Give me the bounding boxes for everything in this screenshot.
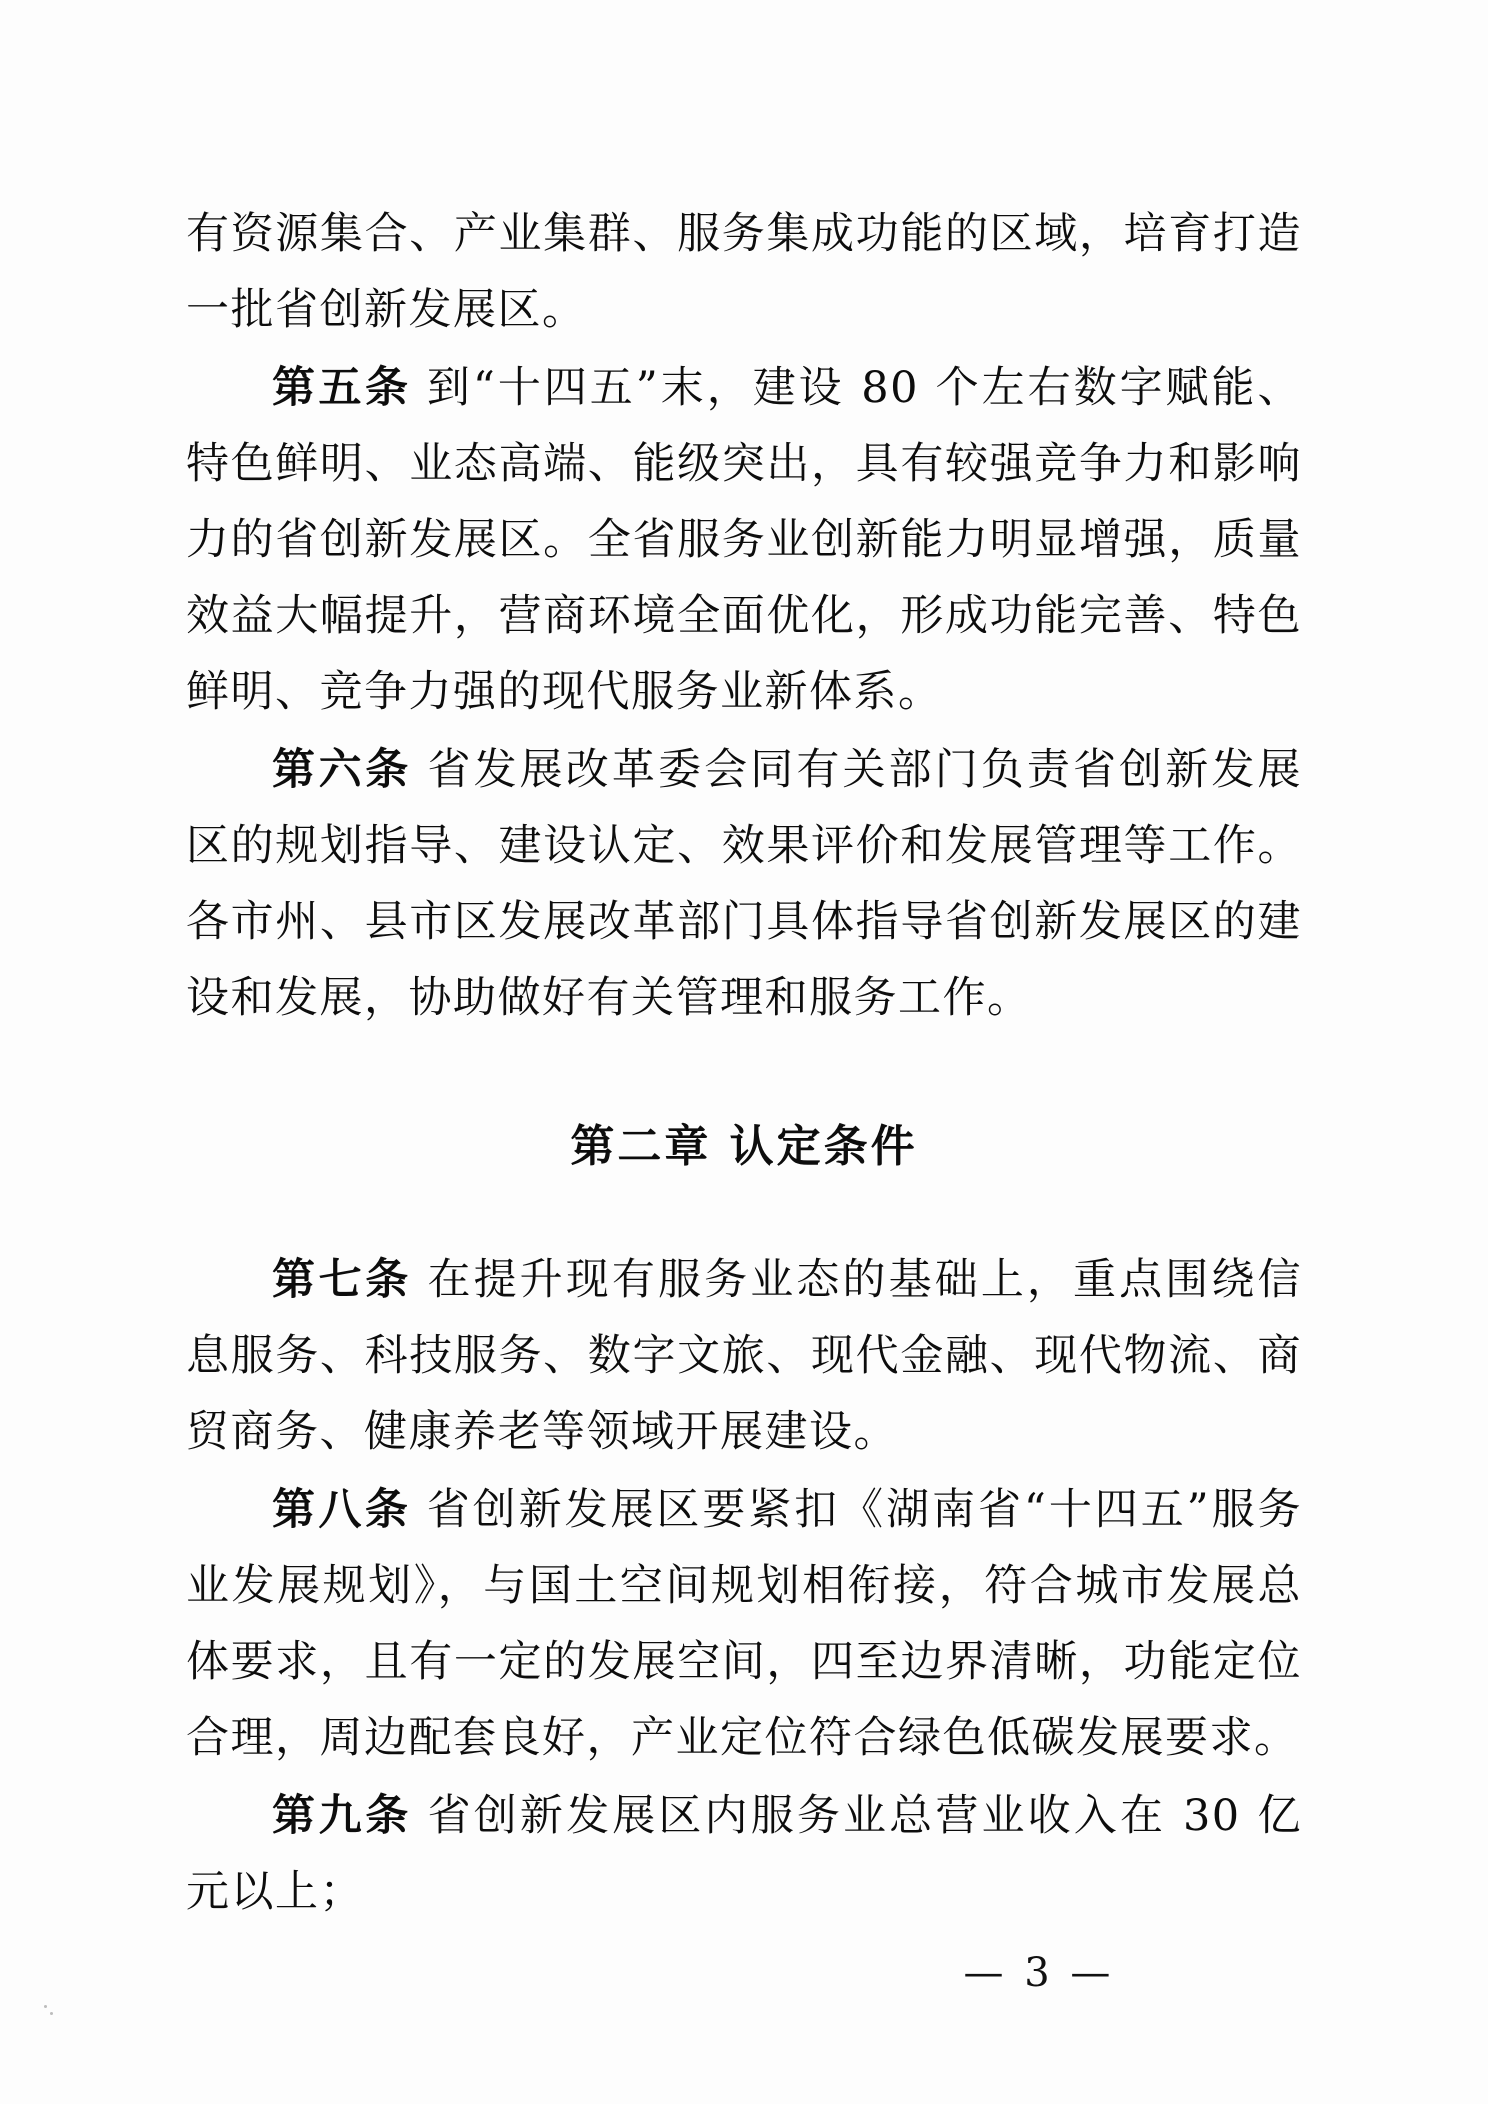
- article-9-label: 第九条: [272, 1791, 412, 1841]
- article-8-label: 第八条: [272, 1485, 412, 1535]
- article-6-paragraph: [186, 732, 1302, 1036]
- paragraph-text: 有资源集合、产业集群、服务集成功能的区域，培育打造一批省创新发展区。: [186, 209, 1302, 335]
- article-8-text: 省创新发展区要紧扣《湖南省“十四五”服务业发展规划》，与国土空间规划相衔接，符合城市发展总体要求，且有一定的发展空间，四至边界清晰，功能定位合理，周边配套良好，产业定位符合绿色低碳发展要求。: [186, 1485, 1303, 1763]
- article-8-paragraph: [186, 1472, 1302, 1776]
- chapter-2-heading: 第二章 认定条件: [570, 1121, 918, 1172]
- article-9-paragraph: [186, 1778, 1302, 1930]
- document-body: [186, 196, 1302, 1932]
- page-number: — 3 —: [963, 1950, 1115, 1996]
- article-7-text: 在提升现有服务业态的基础上，重点围绕信息服务、科技服务、数字文旅、现代金融、现代物流、商贸商务、健康养老等领域开展建设。: [186, 1255, 1303, 1457]
- paragraph-continued: [186, 196, 1302, 348]
- paper-speck: [44, 2005, 47, 2008]
- article-7-paragraph: [186, 1242, 1302, 1470]
- article-9-text: 省创新发展区内服务业总营业收入在 30 亿元以上；: [186, 1791, 1302, 1917]
- article-5-paragraph: [186, 350, 1302, 730]
- article-6-text: 省发展改革委会同有关部门负责省创新发展区的规划指导、建设认定、效果评价和发展管理等工作。各市州、县市区发展改革部门具体指导省创新发展区的建设和发展，协助做好有关管理和服务工作。: [186, 745, 1303, 1023]
- article-6-label: 第六条: [272, 745, 412, 795]
- article-5-label: 第五条: [272, 363, 412, 413]
- article-7-label: 第七条: [272, 1255, 412, 1305]
- article-5-text: 到“十四五”末，建设 80 个左右数字赋能、特色鲜明、业态高端、能级突出，具有较强竞争力和影响力的省创新发展区。全省服务业创新能力明显增强，质量效益大幅提升，营商环境全面优化，形成功能完善、特色鲜明、竞争力强的现代服务业新体系。: [186, 363, 1302, 717]
- paper-speck: [50, 2012, 53, 2015]
